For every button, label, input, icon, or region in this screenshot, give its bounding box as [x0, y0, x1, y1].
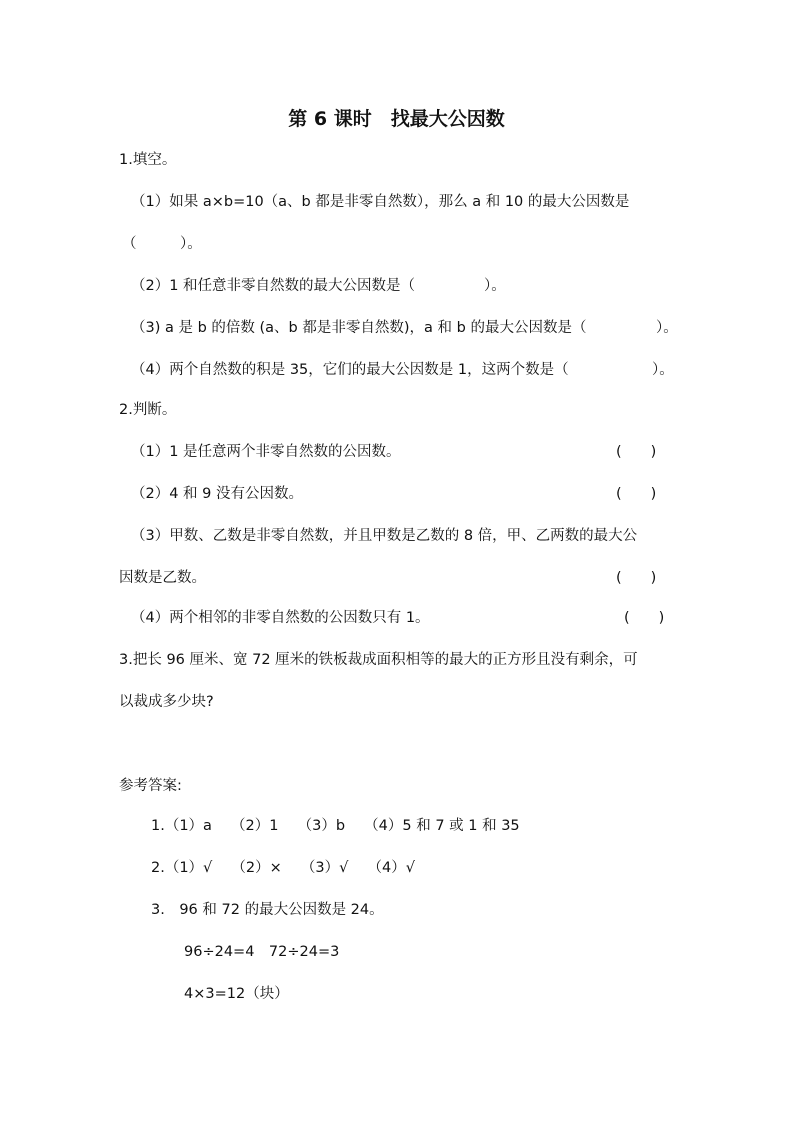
fill-item-1-blank: （ ）。 [122, 236, 202, 252]
fill-item-3-blank-close: ）。 [656, 320, 678, 336]
fill-item-2: （2）1 和任意非零自然数的最大公因数是（ [131, 278, 416, 294]
answer-2: 2.（1）√ （2）× （3）√ （4）√ [151, 860, 415, 876]
answer-3-calc-2: 4×3=12（块） [184, 986, 289, 1002]
answer-3: 3. 96 和 72 的最大公因数是 24。 [151, 902, 384, 918]
judge-item-1: （1）1 是任意两个非零自然数的公因数。 [131, 444, 401, 460]
fill-item-2-blank-close: ）。 [484, 278, 506, 294]
answers-heading: 参考答案: [119, 778, 182, 794]
judge-item-4: （4）两个相邻的非零自然数的公因数只有 1。 [131, 610, 430, 626]
judge-item-3-cont: 因数是乙数。 [119, 570, 206, 586]
fill-item-4: （4）两个自然数的积是 35，它们的最大公因数是 1，这两个数是（ [131, 362, 569, 378]
page-title: 第 6 课时 找最大公因数 [288, 108, 505, 130]
answer-1: 1.（1）a （2）1 （3）b （4）5 和 7 或 1 和 35 [151, 818, 520, 834]
fill-item-3: （3) a 是 b 的倍数 (a、b 都是非零自然数)，a 和 b 的最大公因数是（ [131, 320, 587, 336]
judge-item-1-mark: ( ) [616, 444, 657, 460]
answer-3-calc-1: 96÷24=4 72÷24=3 [184, 944, 340, 960]
judge-item-2: （2）4 和 9 没有公因数。 [131, 486, 304, 502]
fill-item-4-blank-close: ）。 [652, 362, 674, 378]
judge-item-2-mark: ( ) [616, 486, 657, 502]
judge-item-3-mark: ( ) [616, 570, 657, 586]
judge-item-4-mark: ( ) [624, 610, 665, 626]
judge-item-3: （3）甲数、乙数是非零自然数，并且甲数是乙数的 8 倍，甲、乙两数的最大公 [131, 528, 638, 544]
fill-item-1: （1）如果 a×b=10（a、b 都是非零自然数），那么 a 和 10 的最大公因数是 [131, 194, 630, 210]
problem-3-line-2: 以裁成多少块? [119, 694, 214, 710]
section1-heading: 1.填空。 [119, 152, 177, 168]
problem-3-line-1: 3.把长 96 厘米、宽 72 厘米的铁板裁成面积相等的最大的正方形且没有剩余，可 [119, 652, 638, 668]
section2-heading: 2.判断。 [119, 402, 177, 418]
